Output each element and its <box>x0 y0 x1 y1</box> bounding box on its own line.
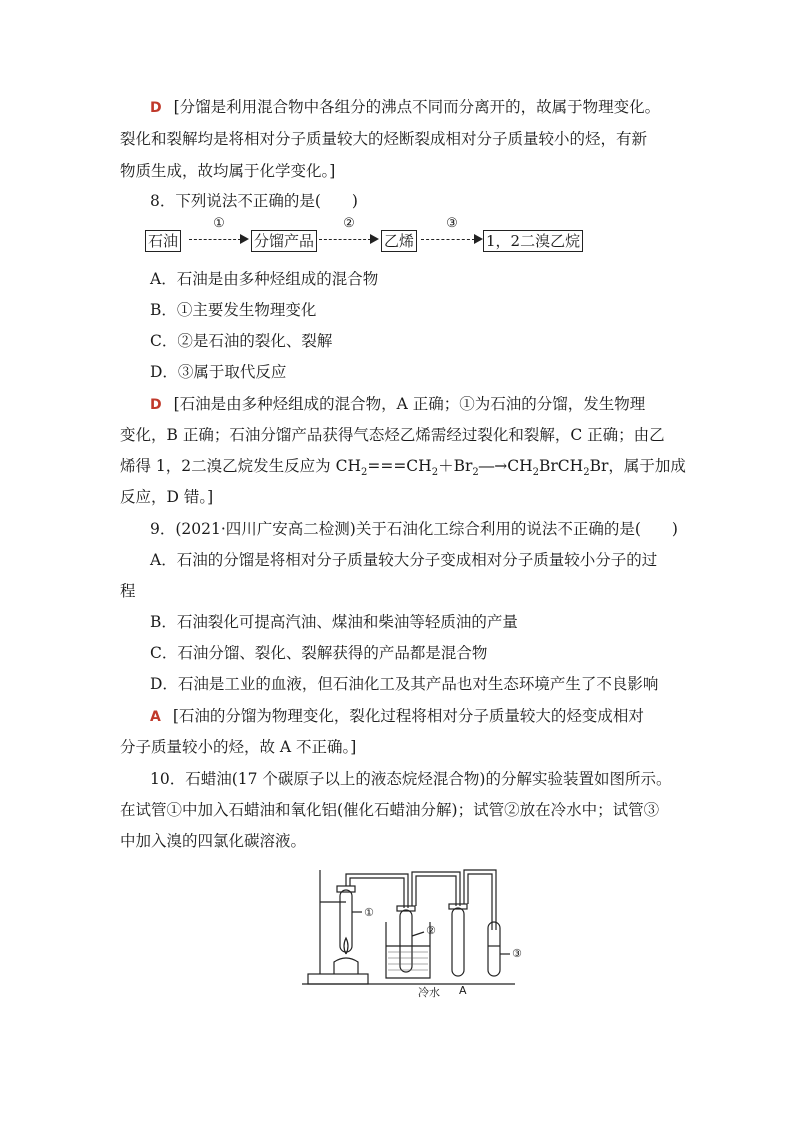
apparatus-drawing <box>300 866 550 996</box>
q8-option-d: D．③属于取代反应 <box>150 363 287 381</box>
q9-stem: 9．(2021·四川广安高二检测)关于石油化工综合利用的说法不正确的是( ) <box>150 520 678 538</box>
figure-label-cold-water: 冷水 <box>418 986 440 999</box>
q9-option-c: C．石油分馏、裂化、裂解获得的产品都是混合物 <box>150 644 488 662</box>
q8-answer-line-4: 反应，D 错。] <box>120 488 214 506</box>
q7-answer-line-3: 物质生成，故均属于化学变化。] <box>120 162 336 180</box>
flow-node-petroleum: 石油 <box>145 230 181 252</box>
q8-option-c: C．②是石油的裂化、裂解 <box>150 332 333 350</box>
flow-step-2: ② <box>343 216 355 231</box>
arrow-head-icon <box>240 234 249 244</box>
q10-line-1: 10．石蜡油(17 个碳原子以上的液态烷烃混合物)的分解实验装置如图所示。 <box>150 770 672 788</box>
q9-answer-line-2: 分子质量较小的烃，故 A 不正确。] <box>120 738 357 756</box>
q8-answer-line-3: 烯得 1，2二溴乙烷发生反应为 $CH_2===CH_2+Br_2―\to CH_2BrCH_2Br$，属于加成 <box>120 457 686 479</box>
q8-stem: 8．下列说法不正确的是( ) <box>150 192 358 210</box>
flow-arrow-1 <box>189 216 249 256</box>
q9-option-d: D．石油是工业的血液，但石油化工及其产品也对生态环境产生了不良影响 <box>150 675 659 693</box>
apparatus-figure <box>300 866 550 999</box>
q8-answer-letter: D <box>150 397 162 413</box>
arrow-head-icon <box>474 234 483 244</box>
q9-option-b: B．石油裂化可提高汽油、煤油和柴油等轻质油的产量 <box>150 613 518 631</box>
flow-arrow-3 <box>421 216 483 256</box>
flow-node-fraction: 分馏产品 <box>251 230 317 252</box>
q8-option-b: B．①主要发生物理变化 <box>150 301 317 319</box>
q9-answer-letter: A <box>150 709 161 725</box>
figure-label-tube-1: ① <box>364 906 374 919</box>
figure-label-tube-3: ③ <box>512 947 522 960</box>
q9-option-a-line-1: A．石油的分馏是将相对分子质量较大分子变成相对分子质量较小分子的过 <box>150 551 658 569</box>
arrow-head-icon <box>370 234 379 244</box>
q8-flow-diagram <box>145 216 705 256</box>
q8-answer-line-1: D [石油是由多种烃组成的混合物，A 正确；①为石油的分馏，发生物理 <box>150 395 646 413</box>
flow-node-dibromoethane: 1，2二溴乙烷 <box>483 230 583 252</box>
q7-answer-line-1: D [分馏是利用混合物中各组分的沸点不同而分离开的，故属于物理变化。 <box>150 98 661 116</box>
flow-step-3: ③ <box>446 216 458 231</box>
figure-label-a: A <box>459 984 467 997</box>
q10-line-2: 在试管①中加入石蜡油和氧化铝(催化石蜡油分解)；试管②放在冷水中；试管③ <box>120 801 660 819</box>
q9-option-a-line-2: 程 <box>120 582 136 600</box>
q7-answer-line-2: 裂化和裂解均是将相对分子质量较大的烃断裂成相对分子质量较小的烃，有新 <box>120 130 648 148</box>
q7-answer-letter: D <box>150 100 162 116</box>
q8-answer-line-2: 变化，B 正确；石油分馏产品获得气态烃乙烯需经过裂化和裂解，C 正确；由乙 <box>120 426 665 444</box>
q9-answer-line-1: A [石油的分馏为物理变化，裂化过程将相对分子质量较大的烃变成相对 <box>150 707 644 725</box>
flow-node-ethylene: 乙烯 <box>381 230 417 252</box>
flow-step-1: ① <box>213 216 225 231</box>
flow-arrow-2 <box>319 216 379 256</box>
q10-line-3: 中加入溴的四氯化碳溶液。 <box>120 832 307 850</box>
figure-label-tube-2: ② <box>426 924 436 937</box>
q8-option-a: A．石油是由多种烃组成的混合物 <box>150 270 379 288</box>
